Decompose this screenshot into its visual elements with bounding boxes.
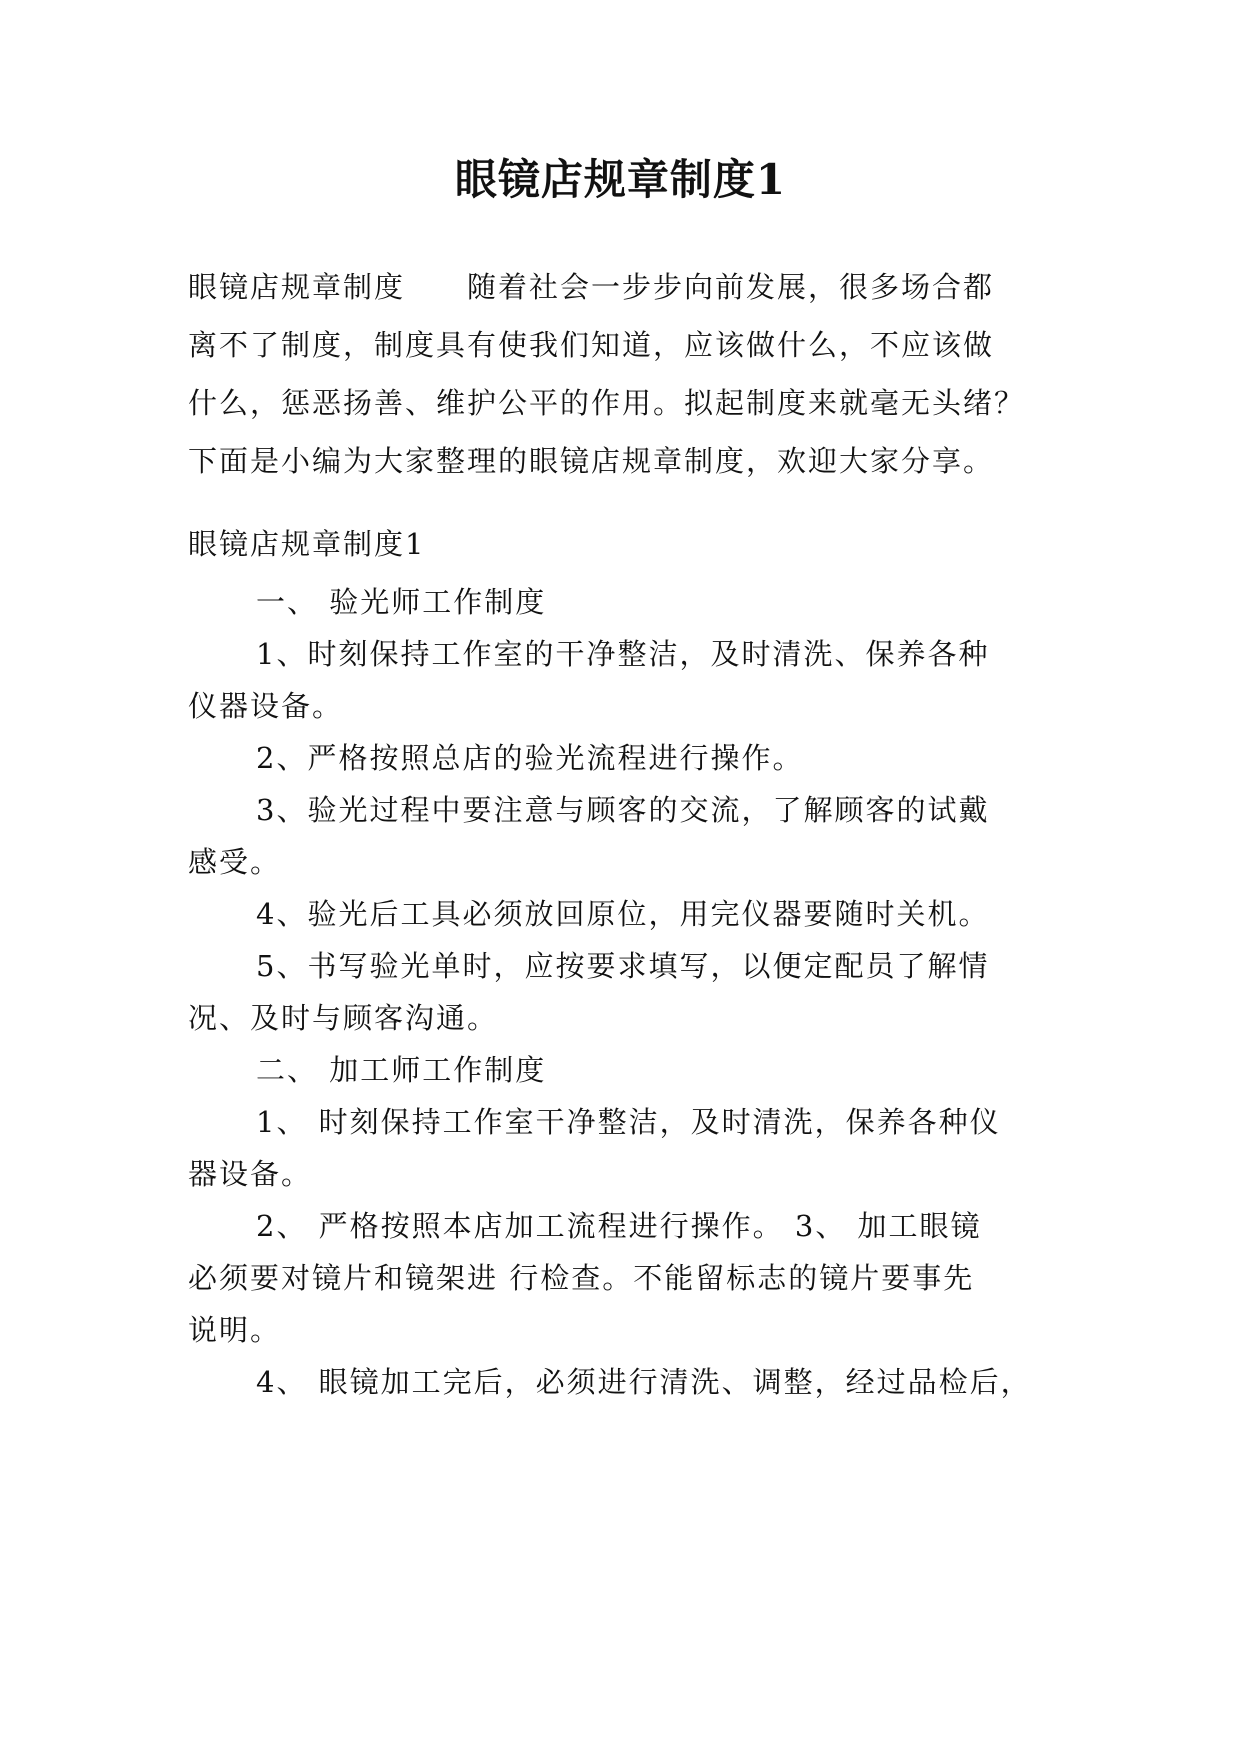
- rule-line: 器设备。: [188, 1157, 313, 1191]
- rule-line: 仪器设备。: [188, 689, 344, 723]
- rule-line: 3、验光过程中要注意与顾客的交流，了解顾客的试戴: [256, 793, 990, 827]
- subsection-heading-optometrist: 一、 验光师工作制度: [256, 585, 547, 619]
- section-heading: 眼镜店规章制度1: [188, 527, 426, 561]
- rule-line: 1、 时刻保持工作室干净整洁，及时清洗，保养各种仪: [256, 1105, 1001, 1139]
- rule-line: 2、 严格按照本店加工流程进行操作。 3、 加工眼镜: [256, 1209, 982, 1243]
- rule-line: 2、严格按照总店的验光流程进行操作。: [256, 741, 804, 775]
- rule-line: 4、验光后工具必须放回原位，用完仪器要随时关机。: [256, 897, 990, 931]
- rule-line: 4、 眼镜加工完后，必须进行清洗、调整，经过品检后，: [256, 1365, 1032, 1399]
- intro-line-2: 离不了制度，制度具有使我们知道，应该做什么，不应该做: [188, 328, 995, 362]
- rule-line: 1、时刻保持工作室的干净整洁，及时清洗、保养各种: [256, 637, 990, 671]
- page-title: 眼镜店规章制度1: [454, 155, 787, 204]
- rule-line: 说明。: [188, 1313, 282, 1347]
- subsection-heading-processor: 二、 加工师工作制度: [256, 1053, 547, 1087]
- intro-line-4: 下面是小编为大家整理的眼镜店规章制度，欢迎大家分享。: [188, 444, 995, 478]
- rule-line: 5、书写验光单时，应按要求填写，以便定配员了解情: [256, 949, 990, 983]
- rule-line: 况、及时与顾客沟通。: [188, 1001, 499, 1035]
- intro-line-1: 眼镜店规章制度 随着社会一步步向前发展，很多场合都: [188, 270, 995, 304]
- intro-line-3: 什么，惩恶扬善、维护公平的作用。拟起制度来就毫无头绪？: [188, 386, 1026, 420]
- rule-line: 必须要对镜片和镜架进 行检查。不能留标志的镜片要事先: [188, 1261, 975, 1295]
- rule-line: 感受。: [188, 845, 282, 879]
